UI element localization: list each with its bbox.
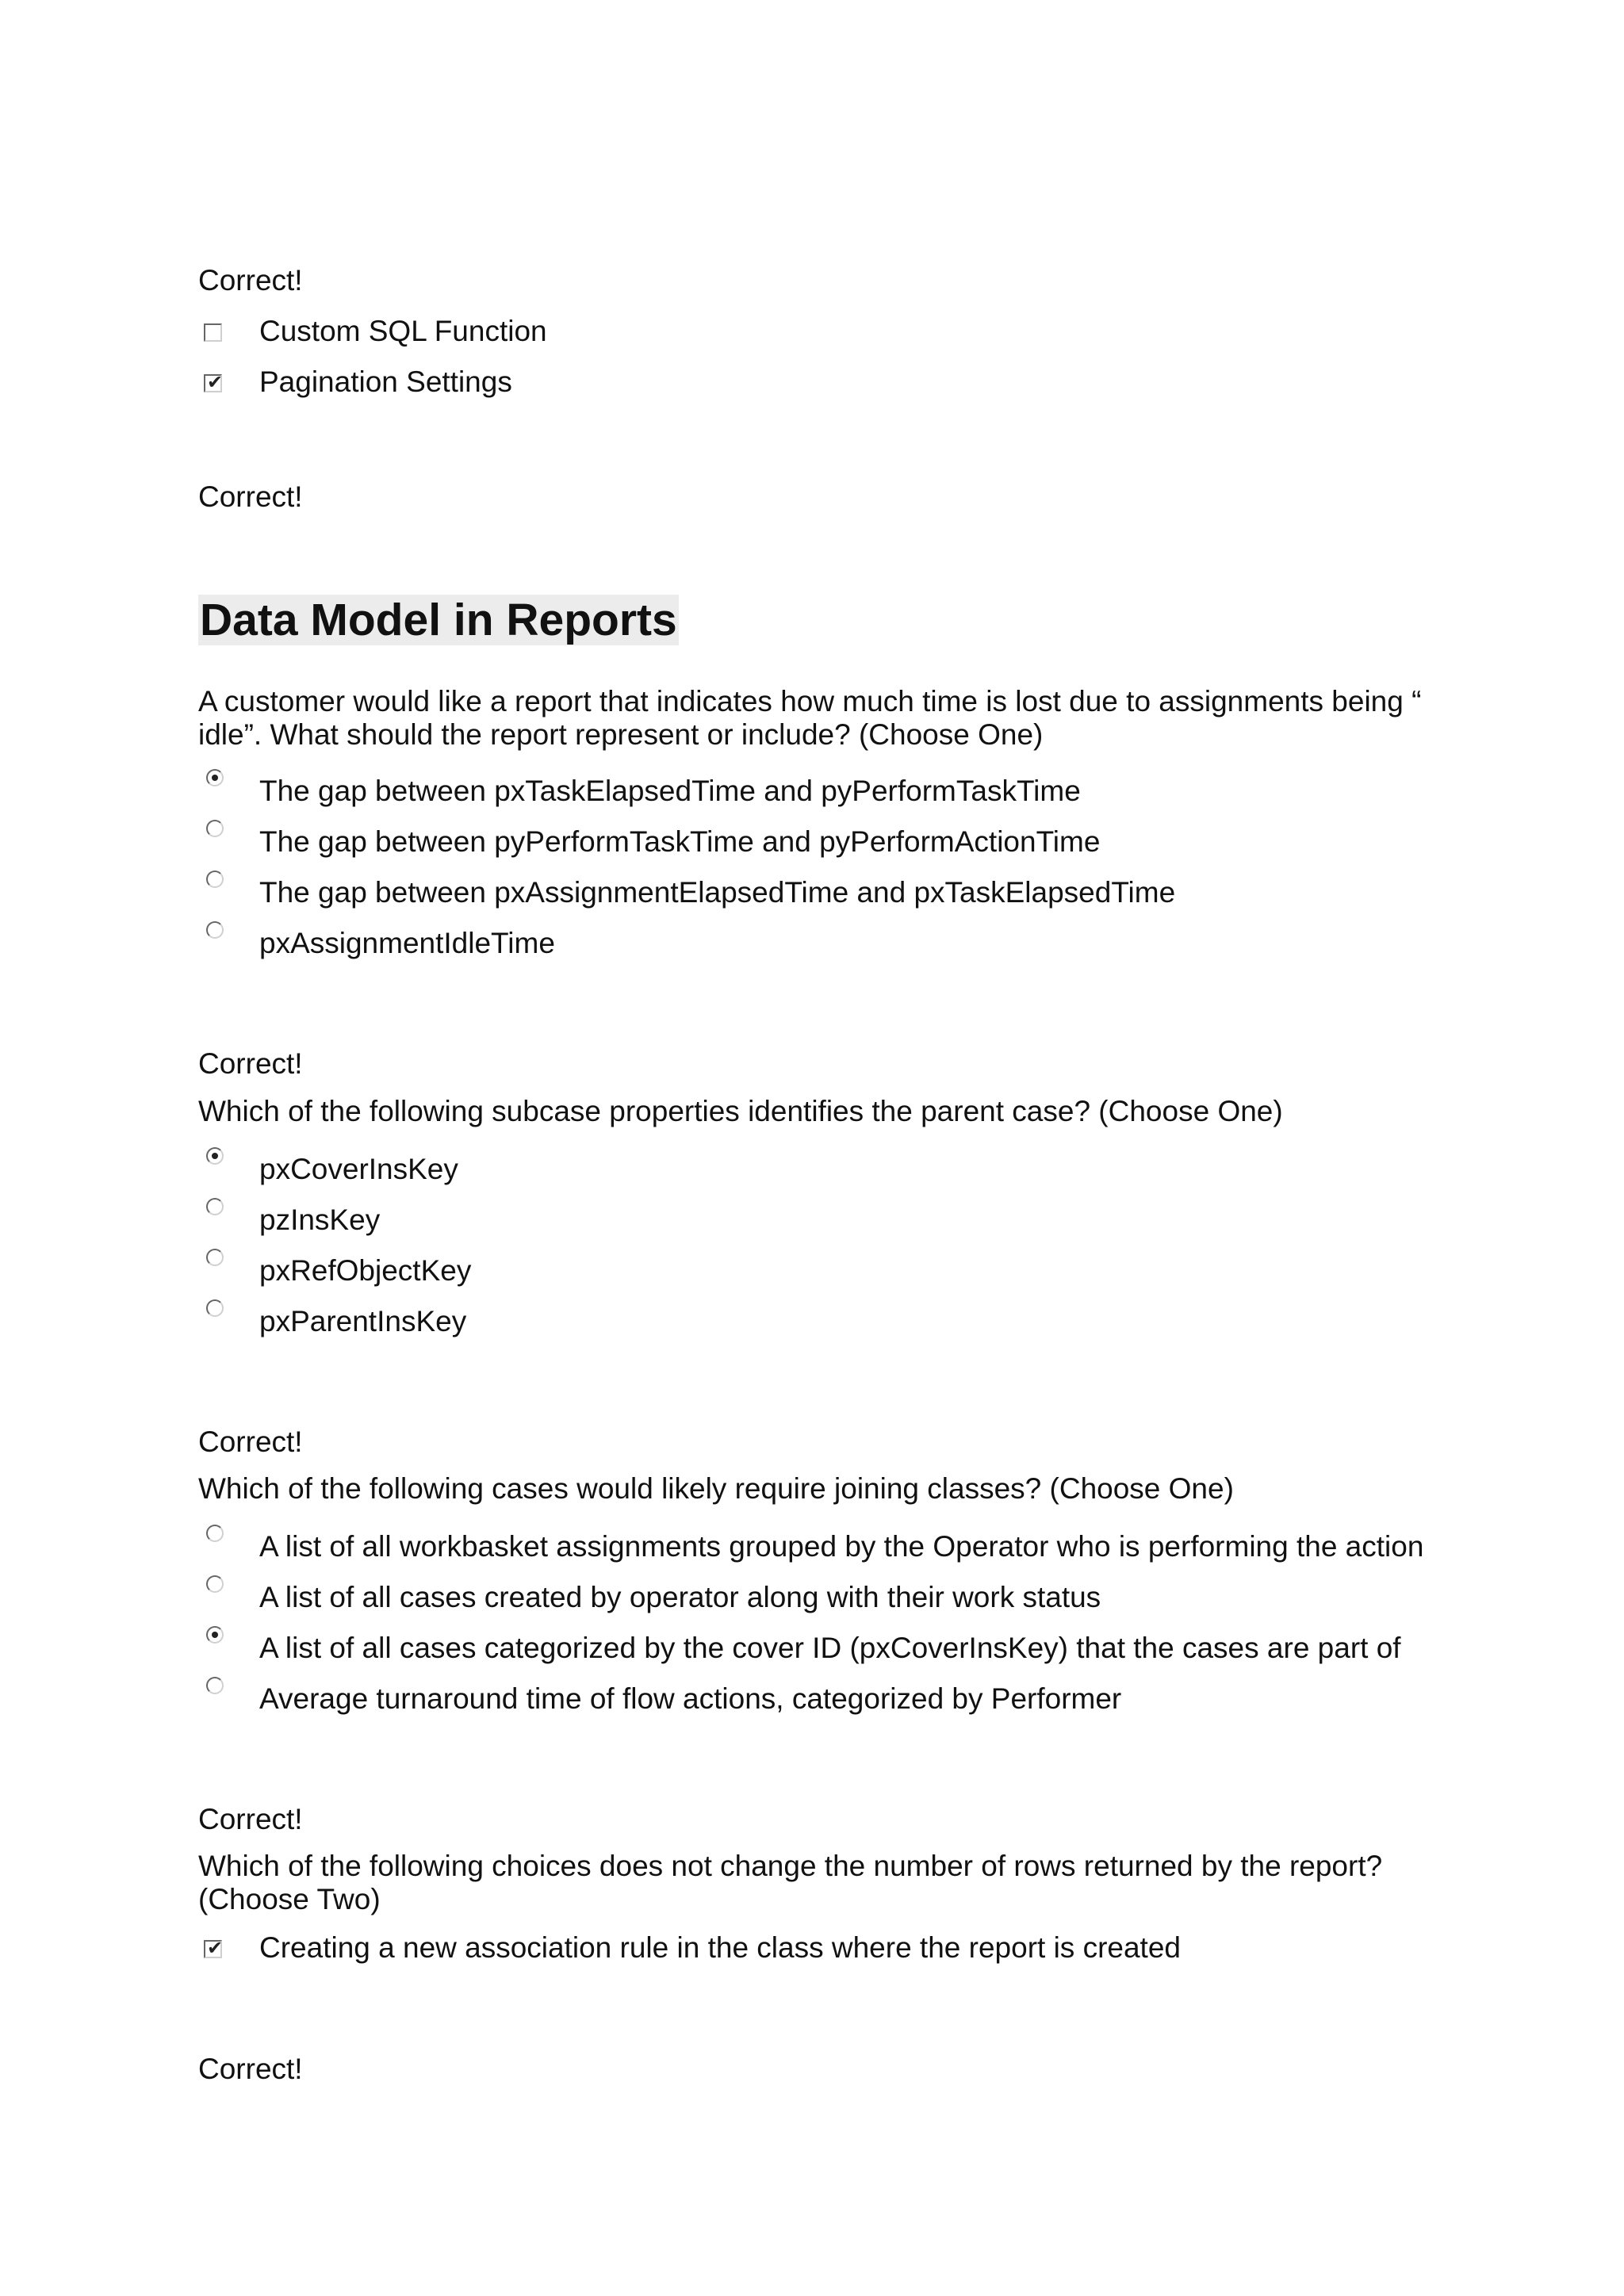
radio-button[interactable] bbox=[206, 921, 224, 939]
option-label: The gap between pxTaskElapsedTime and pyPerformTaskTime bbox=[259, 775, 1081, 807]
result-text: Correct! bbox=[198, 2053, 303, 2085]
checkbox[interactable] bbox=[204, 323, 222, 342]
result-text: Correct! bbox=[198, 480, 303, 513]
option-label: A list of all cases categorized by the cover ID (pxCoverInsKey) that the cases are part of bbox=[259, 1632, 1401, 1664]
radio-button[interactable] bbox=[206, 871, 224, 888]
checkmark-icon: ✔ bbox=[207, 1937, 224, 1959]
option-label: pxCoverInsKey bbox=[259, 1153, 458, 1185]
question-text: Which of the following subcase properties identifies the parent case? (Choose One) bbox=[198, 1095, 1283, 1127]
option-label: Custom SQL Function bbox=[259, 315, 547, 347]
checkbox-checked[interactable] bbox=[204, 1937, 224, 1959]
radio-button[interactable] bbox=[206, 1525, 224, 1542]
option-label: Pagination Settings bbox=[259, 365, 512, 398]
checkbox-checked[interactable] bbox=[204, 371, 224, 393]
checkmark-icon: ✔ bbox=[207, 371, 224, 393]
option-label: A list of all cases created by operator along with their work status bbox=[259, 1581, 1101, 1613]
question-text: Which of the following choices does not change the number of rows returned by the report? (Choose Two) bbox=[198, 1850, 1383, 1915]
option-label: pxRefObjectKey bbox=[259, 1254, 472, 1287]
radio-button[interactable] bbox=[206, 1198, 224, 1215]
result-text: Correct! bbox=[198, 1425, 303, 1458]
radio-button[interactable] bbox=[206, 1677, 224, 1694]
option-label: Average turnaround time of flow actions, categorized by Performer bbox=[259, 1682, 1122, 1715]
option-label: pxAssignmentIdleTime bbox=[259, 927, 555, 959]
radio-button-selected[interactable] bbox=[206, 1626, 224, 1644]
result-text: Correct! bbox=[198, 1803, 303, 1835]
question-text: A customer would like a report that indicates how much time is lost due to assignments being “ idle”. What should the report represent or include? (Choose One) bbox=[198, 685, 1422, 751]
section-title: Data Model in Reports bbox=[200, 595, 677, 645]
radio-button-selected[interactable] bbox=[206, 769, 224, 786]
radio-dot-icon bbox=[212, 1632, 218, 1638]
option-label: Creating a new association rule in the class where the report is created bbox=[259, 1931, 1181, 1964]
result-text: Correct! bbox=[198, 264, 303, 297]
option-label: pxParentInsKey bbox=[259, 1305, 467, 1337]
radio-button[interactable] bbox=[206, 820, 224, 837]
radio-dot-icon bbox=[212, 775, 218, 781]
radio-button[interactable] bbox=[206, 1575, 224, 1593]
option-label: A list of all workbasket assignments grouped by the Operator who is performing the action bbox=[259, 1530, 1424, 1563]
radio-dot-icon bbox=[212, 1153, 218, 1159]
question-text: Which of the following cases would likely require joining classes? (Choose One) bbox=[198, 1472, 1234, 1505]
option-label: The gap between pyPerformTaskTime and pyPerformActionTime bbox=[259, 825, 1101, 858]
option-label: The gap between pxAssignmentElapsedTime and pxTaskElapsedTime bbox=[259, 876, 1176, 909]
result-text: Correct! bbox=[198, 1047, 303, 1080]
radio-button[interactable] bbox=[206, 1299, 224, 1317]
option-label: pzInsKey bbox=[259, 1203, 381, 1236]
radio-button-selected[interactable] bbox=[206, 1147, 224, 1165]
radio-button[interactable] bbox=[206, 1249, 224, 1266]
